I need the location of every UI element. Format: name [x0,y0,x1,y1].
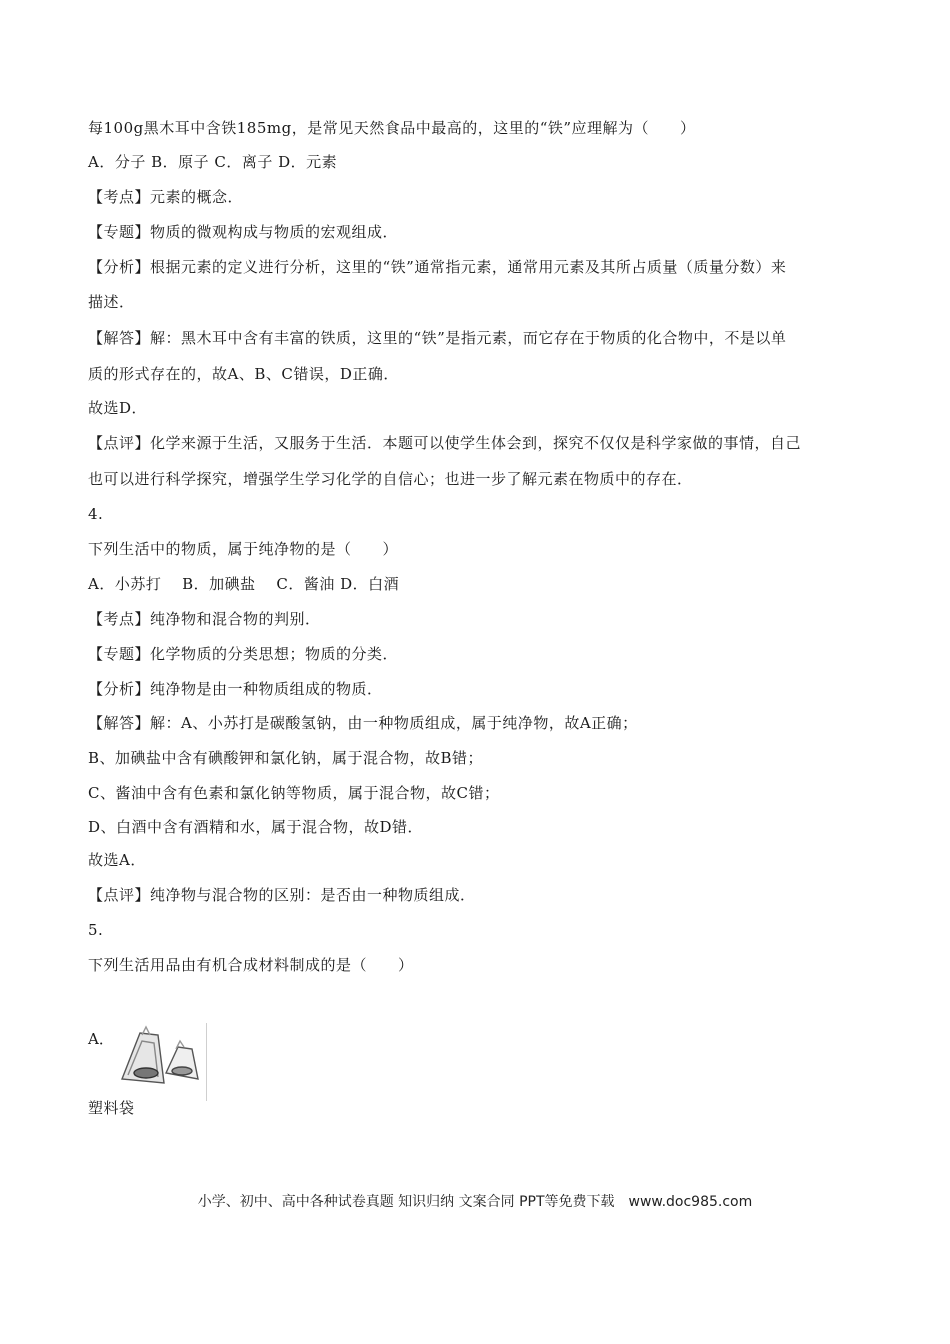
q3-options: A．分子 B．原子 C．离子 D．元素 [88,153,338,171]
page-footer: 小学、初中、高中各种试卷真题 知识归纳 文案合同 PPT等免费下载 www.doc985.com [197,1194,753,1210]
q4-options: A．小苏打 B．加碘盐 C．酱油 D．白酒 [88,575,400,593]
q4-jieda-line-1: 【解答】解：A、小苏打是碳酸氢钠，由一种物质组成，属于纯净物，故A正确； [88,714,638,732]
q3-dianping-line-1: 【点评】化学来源于生活，又服务于生活．本题可以使学生体会到，探究不仅仅是科学家做的事情，自己 [88,434,802,452]
q4-stem: 下列生活中的物质，属于纯净物的是（ ） [88,540,399,558]
q5-option-a-caption: 塑料袋 [88,1099,135,1117]
q3-kaodian: 【考点】元素的概念． [88,188,244,206]
q3-fenxi-line-1: 【分析】根据元素的定义进行分析，这里的“铁”通常指元素，通常用元素及其所占质量（质量分数）来 [88,258,787,276]
plastic-bag-sketch-icon [118,1023,206,1101]
q5-number: 5. [88,921,104,939]
q4-zhuanti: 【专题】化学物质的分类思想；物质的分类． [88,645,399,663]
q4-fenxi: 【分析】纯净物是由一种物质组成的物质． [88,680,383,698]
q3-answer: 故选D． [88,399,148,417]
q5-stem: 下列生活用品由有机合成材料制成的是（ ） [88,956,414,974]
plastic-bag-image [118,1023,207,1101]
q4-answer: 故选A． [88,851,146,869]
q3-stem: 每100g黑木耳中含铁185mg，是常见天然食品中最高的，这里的“铁”应理解为（ ） [88,119,696,137]
q4-number: 4. [88,505,104,523]
q4-jieda-line-2: B、加碘盐中含有碘酸钾和氯化钠，属于混合物，故B错； [88,749,484,767]
q4-jieda-line-3: C、酱油中含有色素和氯化钠等物质，属于混合物，故C错； [88,784,500,802]
q3-jieda-line-1: 【解答】解：黑木耳中含有丰富的铁质，这里的“铁”是指元素，而它存在于物质的化合物中，不是以单 [88,329,787,347]
q3-dianping-line-2: 也可以进行科学探究，增强学生学习化学的自信心；也进一步了解元素在物质中的存在． [88,470,693,488]
q3-jieda-line-2: 质的形式存在的，故A、B、C错误，D正确． [88,365,399,383]
q5-option-a-label: A． [88,1030,114,1048]
q3-zhuanti: 【专题】物质的微观构成与物质的宏观组成． [88,223,399,241]
q4-dianping: 【点评】纯净物与混合物的区别：是否由一种物质组成． [88,886,476,904]
q3-fenxi-line-2: 描述． [88,293,135,311]
q4-jieda-line-4: D、白酒中含有酒精和水，属于混合物，故D错． [88,818,424,836]
q4-kaodian: 【考点】纯净物和混合物的判别． [88,610,321,628]
